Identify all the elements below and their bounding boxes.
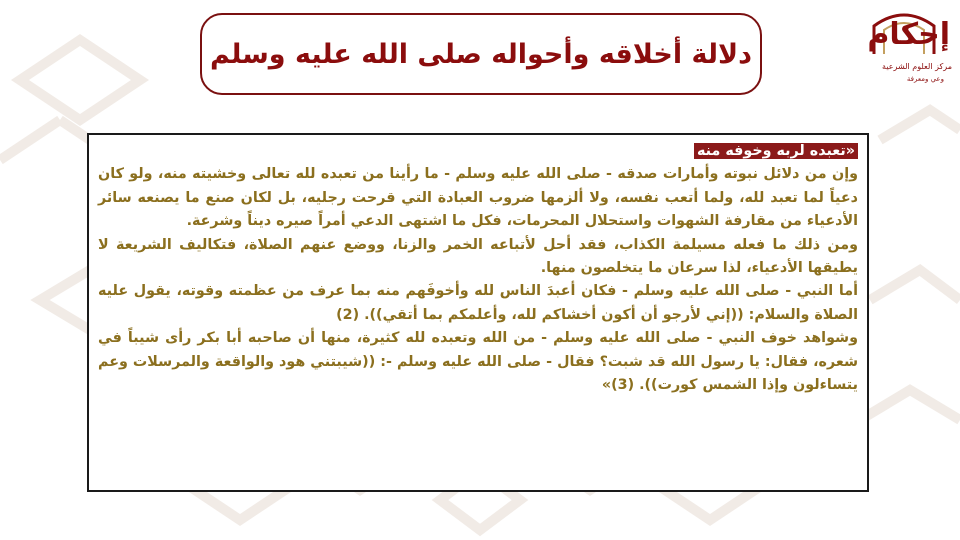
paragraph-3: أما النبي - صلى الله عليه وسلم - فكان أعبدَ الناس لله وأخوفَهم منه بما عرف من عظمته وقوته، يقول عليه الصلاة والسلام: ((إني لأرجو أن أكون أخشاكم لله، وأعلمكم بما أتقي)). (2) bbox=[98, 283, 858, 323]
paragraph-4: وشواهد خوف النبي - صلى الله عليه وسلم - من الله وتعبده لله كثيرة، منها أن صاحبه أبا بكر رأى شيباً في شعره، فقال: يا رسول الله قد شبت؟ فقال - صلى الله عليه وسلم -: ((شيبتني هود والواقعة والمرسلات وعم يتساءلون وإذا الشمس كورت)). (3)» bbox=[98, 330, 858, 394]
slide-title: دلالة أخلاقه وأحواله صلى الله عليه وسلم bbox=[210, 38, 752, 70]
paragraph-2: ومن ذلك ما فعله مسيلمة الكذاب، فقد أحل لأتباعه الخمر والزنا، ووضع عنهم الصلاة، فتكاليف الشريعة لا يطيقها الأدعياء، لذا سرعان ما يتخلصون منها. bbox=[98, 236, 858, 277]
content-box bbox=[87, 133, 869, 492]
logo bbox=[848, 4, 956, 88]
logo-name: إحكام bbox=[867, 17, 950, 52]
paragraph-1: وإن من دلائل نبوته وأمارات صدقه - صلى الله عليه وسلم - ما رأينا من تعبده لله تعالى وخشيته منه، ولو كان دعياً لما تعبد لله، ولما أتعب نفسه، ولا ألزمها ضروب العبادة التي قرحت رجليه، بل لكان صنع ما يصنعه سائر الأدعياء من مقارفة الشهوات واستحلال المحرمات، فكل ما اشتهى الدعي أمراً صيره ديناً وشرعة. bbox=[98, 166, 858, 230]
logo-subtitle: مركز العلوم الشرعية bbox=[882, 62, 952, 71]
content-text bbox=[98, 140, 858, 397]
title-box bbox=[200, 13, 762, 95]
section-heading: «تعبده لربه وخوفه منه bbox=[694, 143, 858, 159]
logo-tagline: وعي ومعرفة bbox=[906, 75, 944, 83]
